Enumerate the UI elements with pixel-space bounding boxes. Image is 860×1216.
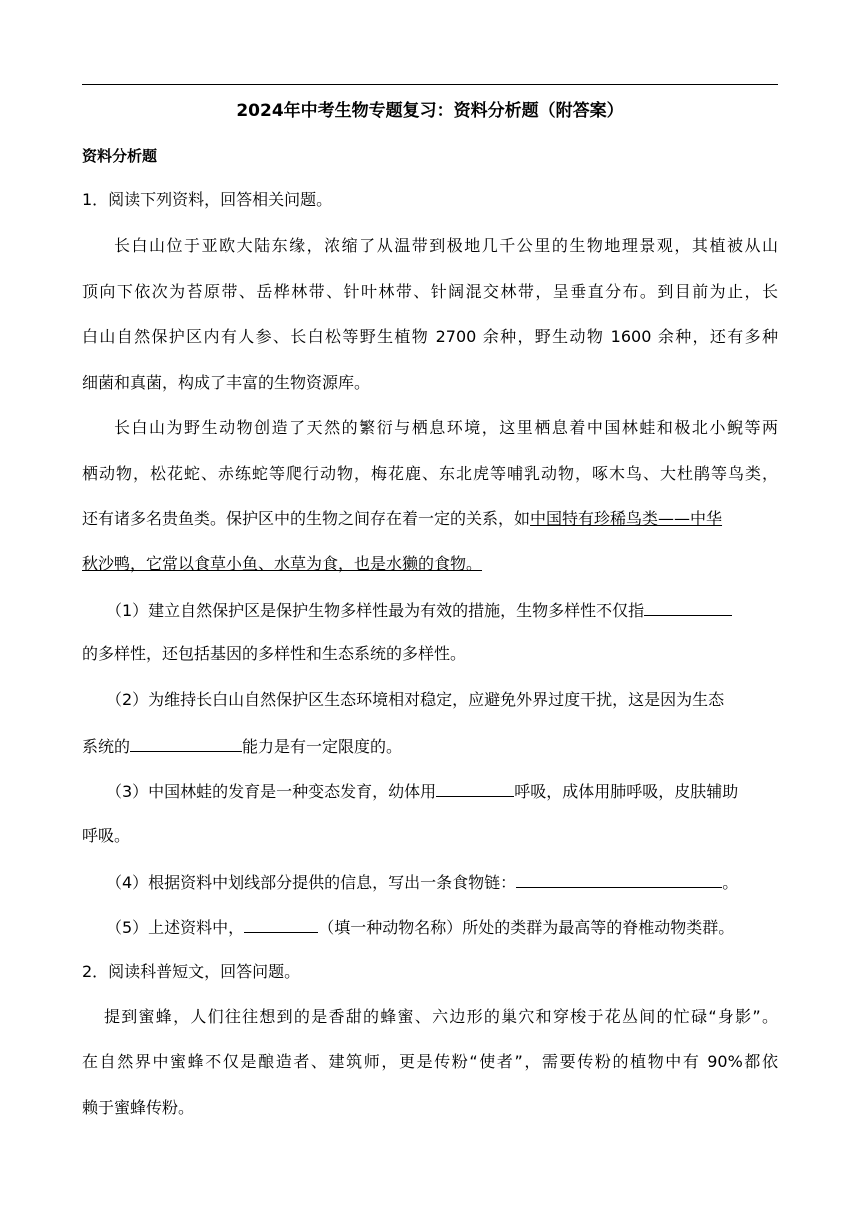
sub5-text-pre: （5）上述资料中， [106, 918, 245, 937]
q1-sub4-line [82, 869, 806, 895]
q1-passage-line-4: 细菌和真菌，构成了丰富的生物资源库。 [82, 373, 371, 392]
sub3-text-pre: （3）中国林蛙的发育是一种变态发育，幼体用 [106, 782, 437, 801]
q2-passage-line-3: 赖于蜜蜂传粉。 [82, 1098, 195, 1117]
q1-passage2-line-3 [82, 507, 782, 531]
q2-passage-line-2: 在自然界中蜜蜂不仅是酿造者、建筑师，更是传粉“使者”，需要传粉的植物中有 90%都依 [82, 1052, 778, 1071]
q1-sub2-line-1: （2）为维持长白山自然保护区生态环境相对稳定，应避免外界过度干扰，这是因为生态 [106, 690, 725, 709]
underlined-passage-text: 秋沙鸭，它常以食草小鱼、水草为食，也是水獭的食物。 [82, 554, 483, 573]
sub2-text-pre: 系统的 [82, 737, 131, 756]
q1-passage-line-3: 白山自然保护区内有人参、长白松等野生植物 2700 余种，野生动物 1600 余种，还有多种 [82, 327, 778, 346]
sub4-text-pre: （4）根据资料中划线部分提供的信息，写出一条食物链： [106, 873, 517, 892]
q1-passage2-line-2: 栖动物，松花蛇、赤练蛇等爬行动物，梅花鹿、东北虎等哺乳动物，啄木鸟、大杜鹃等鸟类， [82, 464, 778, 483]
sub2-text-post: 能力是有一定限度的。 [242, 737, 403, 756]
answer-blank-5[interactable] [244, 914, 318, 933]
page-title: 2024年中考生物专题复习：资料分析题（附答案） [236, 101, 624, 121]
q1-sub2-line-2 [82, 733, 782, 759]
q1-sub3-line-2: 呼吸。 [82, 826, 131, 845]
section-heading: 资料分析题 [82, 147, 158, 165]
question-2-intro: 2．阅读科普短文，回答问题。 [82, 962, 301, 981]
sub3-text-post: 呼吸，成体用肺呼吸，皮肤辅助 [514, 782, 739, 801]
underlined-passage-text: 中国特有珍稀鸟类——中华 [530, 509, 723, 528]
answer-blank-3[interactable] [436, 778, 514, 797]
passage-text: 还有诸多名贵鱼类。保护区中的生物之间存在着一定的关系，如 [82, 509, 531, 528]
q1-sub5-line [82, 914, 806, 940]
q2-passage-line-1: 提到蜜蜂，人们往往想到的是香甜的蜂蜜、六边形的巢穴和穿梭于花丛间的忙碌“身影”。 [104, 1007, 778, 1026]
sub1-text: （1）建立自然保护区是保护生物多样性最为有效的措施，生物多样性不仅指 [106, 601, 645, 620]
sub4-text-post: 。 [722, 873, 739, 892]
q1-passage-line-1: 长白山位于亚欧大陆东缘，浓缩了从温带到极地几千公里的生物地理景观，其植被从山 [114, 236, 778, 255]
question-1-intro: 1．阅读下列资料，回答相关问题。 [82, 190, 333, 209]
q1-sub1-line-1 [82, 597, 806, 623]
answer-blank-1[interactable] [644, 597, 732, 616]
header-rule [82, 84, 778, 85]
q1-passage2-line-1: 长白山为野生动物创造了天然的繁衍与栖息环境，这里栖息着中国林蛙和极北小鲵等两 [114, 418, 778, 437]
q1-sub1-line-2: 的多样性，还包括基因的多样性和生态系统的多样性。 [82, 644, 467, 663]
sub5-text-post: （填一种动物名称）所处的类群为最高等的脊椎动物类群。 [318, 918, 735, 937]
q1-passage-line-2: 顶向下依次为苔原带、岳桦林带、针叶林带、针阔混交林带，呈垂直分布。到目前为止，长 [82, 282, 778, 301]
q1-passage2-line-4 [82, 552, 782, 576]
answer-blank-4[interactable] [516, 869, 722, 888]
q1-sub3-line-1 [82, 778, 806, 804]
answer-blank-2[interactable] [130, 733, 242, 752]
